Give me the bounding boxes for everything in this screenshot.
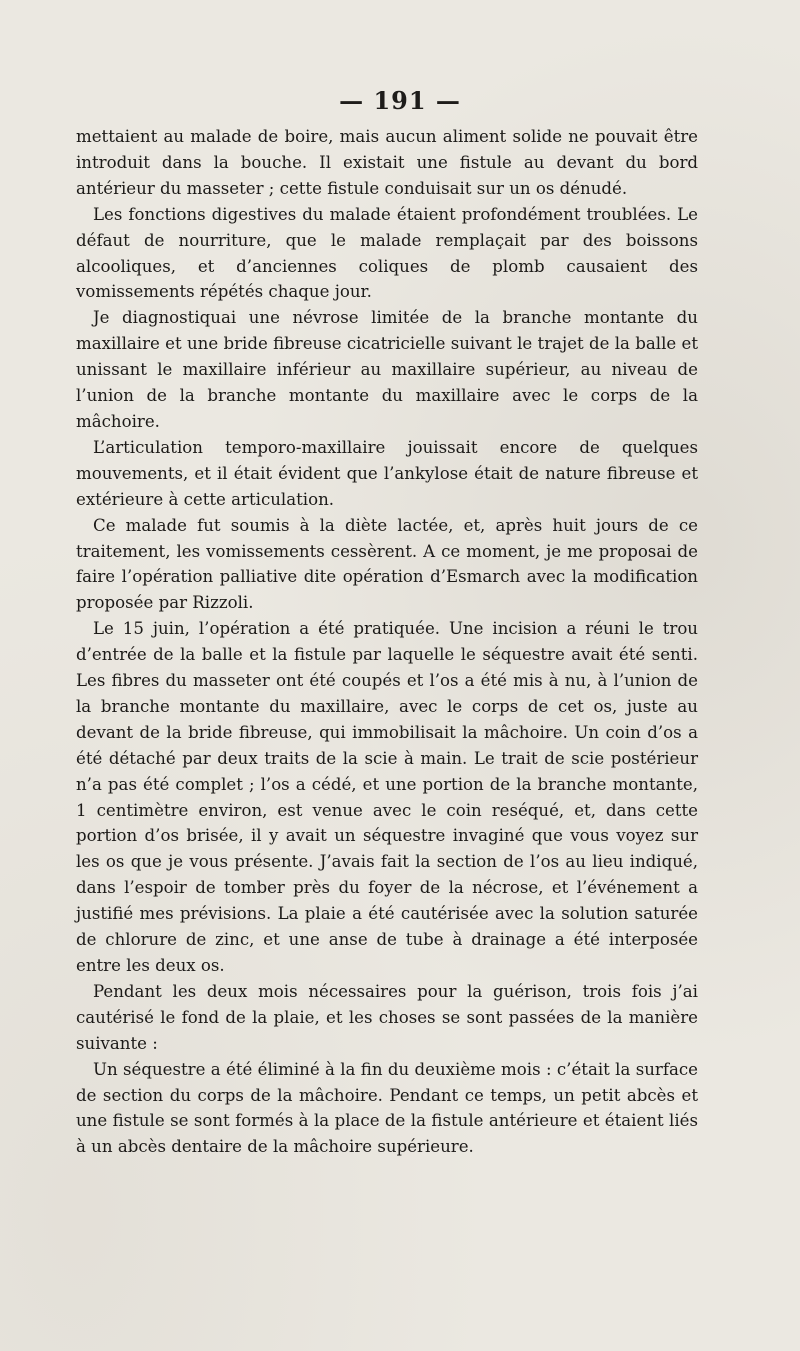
paragraph-operation: Le 15 juin, l’opération a été pratiquée. Une incision a réuni le trou d’entrée de la balle et la fistule par laquelle le séquestre avait été senti. Les fibres du masseter ont été coupés et l’os a été mis à nu, à l’union de la branche montante du maxillaire, avec le corps de cet os, juste au devant de la bride fibreuse, qui immobilisait la mâchoire. Un coin d’os a été détaché par deux traits de la scie à main. Le trait de scie postérieur n’a pas été complet ; l’os a cédé, et une portion de la branche montante, 1 centimètre environ, est venue avec le coin reséqué, et, dans cette portion d’os brisée, il y avait un séquestre invaginé que vous voyez sur les os que je vous présente. J’avais fait la section de l’os au lieu indiqué, dans l’espoir de tomber près du foyer de la nécrose, et l’événement a justifié mes prévisions. La plaie a été cautérisée avec la solution saturée de chlorure de zinc, et une anse de tube à drainage a été interposée entre les deux os. [76,619,698,975]
text-body [76,124,698,1160]
page-number: — 191 — [339,86,461,115]
paragraph-diagnosis: Je diagnostiquai une névrose limitée de la branche montante du maxillaire et une bride fibreuse cicatricielle suivant le trajet de la balle et unissant le maxillaire inférieur au maxillaire supérieur, au niveau de l’union de la branche montante du maxillaire avec le corps de la mâchoire. [76,308,698,431]
paragraph-articulation: L’articulation temporo-maxillaire jouissait encore de quelques mouvements, et il était évident que l’ankylose était de nature fibreuse et extérieure à cette articulation. [76,437,698,509]
paragraph-continuation: mettaient au malade de boire, mais aucun aliment solide ne pouvait être introduit dans la bouche. Il existait une fistule au devant du bord antérieur du masseter ; cette fistule conduisait sur un os dénudé. [76,127,698,198]
paragraph-digestive-functions: Les fonctions digestives du malade étaient profondément troublées. Le défaut de nourriture, que le malade remplaçait par des boissons alcooliques, et d’anciennes coliques de plomb causaient des vomissements répétés chaque jour. [76,204,698,302]
paragraph-treatment: Ce malade fut soumis à la diète lactée, et, après huit jours de ce traitement, les vomissements cessèrent. A ce moment, je me proposai de faire l’opération palliative dite opération d’Esmarch avec la modification proposée par Rizzoli. [76,515,698,613]
paragraph-sequestrum: Un séquestre a été éliminé à la fin du deuxième mois : c’était la surface de section du corps de la mâchoire. Pendant ce temps, un petit abcès et une fistule se sont formés à la place de la fistule antérieure et étaient liés à un abcès dentaire de la mâchoire supérieure. [76,1059,698,1157]
paragraph-healing: Pendant les deux mois nécessaires pour la guérison, trois fois j’ai cautérisé le fond de la plaie, et les choses se sont passées de la manière suivante : [76,981,698,1053]
